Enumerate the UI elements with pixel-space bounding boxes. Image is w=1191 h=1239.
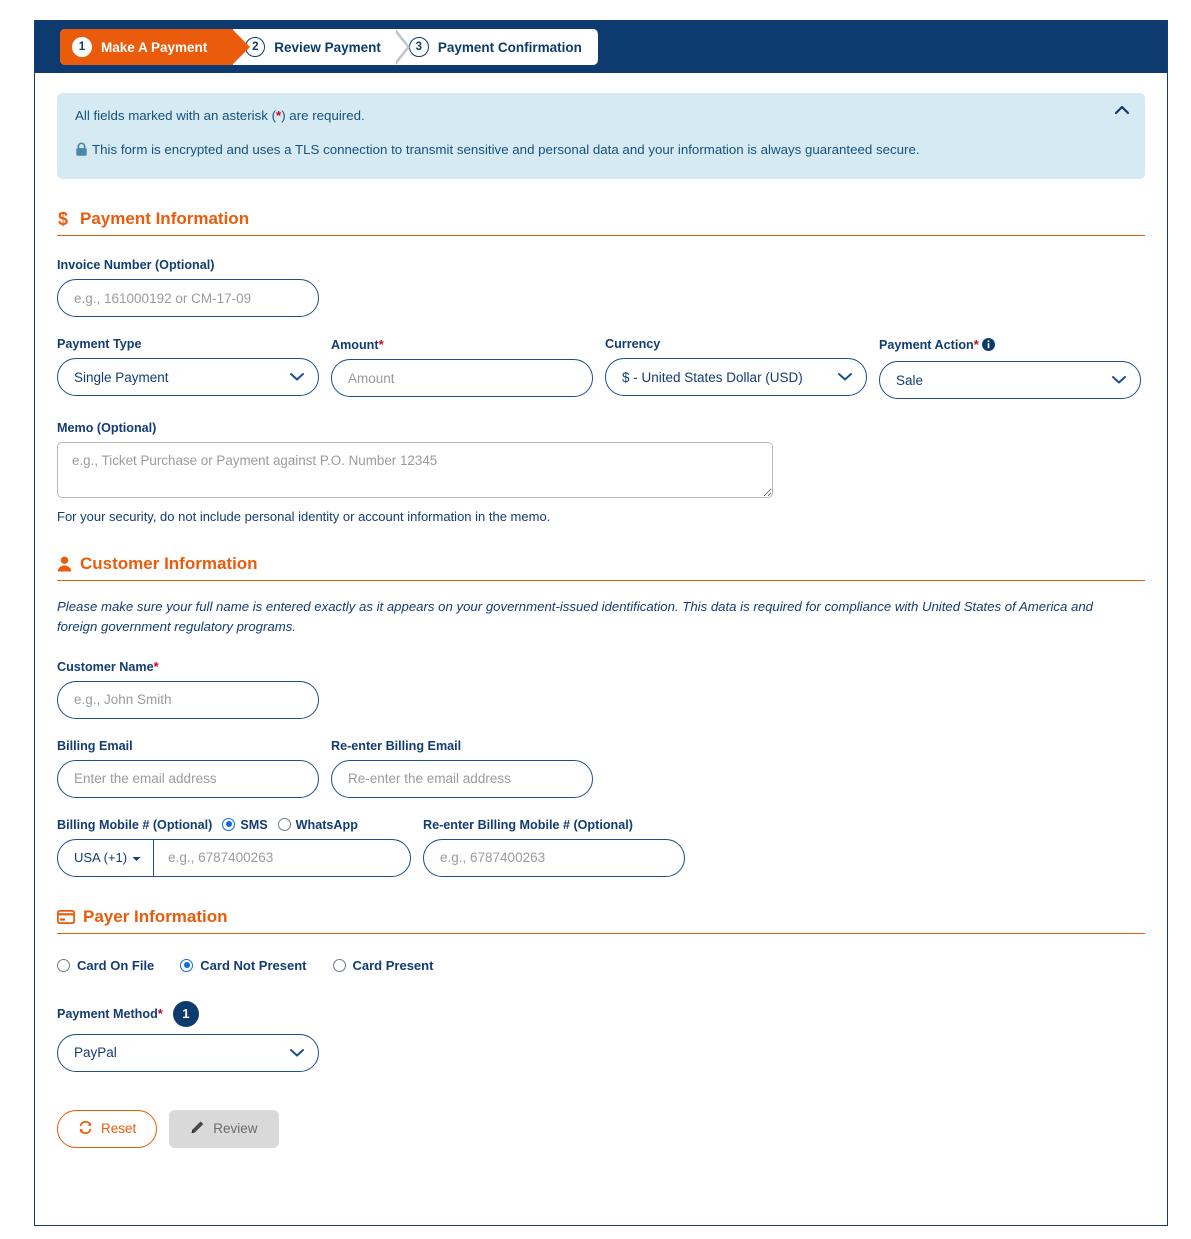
section-title-payment-information: Payment Information [80, 209, 250, 228]
payment-action-required-asterisk: * [973, 337, 979, 352]
customer-name-label [57, 659, 319, 674]
billing-mobile-label-text: Billing Mobile # (Optional) [57, 817, 213, 832]
channel-option-whatsapp[interactable] [278, 818, 358, 832]
billing-mobile-input-group [57, 839, 411, 877]
step-payment-confirmation[interactable] [397, 29, 598, 65]
section-header-payer-information [57, 907, 1145, 934]
billing-mobile-input[interactable] [154, 840, 410, 876]
billing-email-field [57, 739, 319, 798]
step-label-2: Review Payment [274, 39, 381, 55]
required-note-before: All fields marked with an asterisk ( [75, 108, 276, 123]
memo-label: Memo (Optional) [57, 421, 157, 435]
customer-name-input[interactable] [57, 681, 319, 719]
card-presence-radio-group [57, 958, 1145, 973]
svg-text:$: $ [58, 209, 69, 229]
form-actions [57, 1110, 1145, 1178]
amount-label-text: Amount [331, 338, 379, 352]
whatsapp-radio[interactable] [278, 818, 291, 831]
amount-input[interactable] [331, 359, 593, 397]
review-button[interactable] [169, 1110, 278, 1148]
payment-details-row [57, 337, 1145, 399]
reenter-billing-email-field [331, 739, 593, 798]
pencil-icon [190, 1120, 205, 1138]
credit-card-icon [57, 910, 75, 924]
invoice-number-label: Invoice Number (Optional) [57, 258, 215, 272]
dollar-sign-icon [57, 209, 72, 229]
payment-type-field [57, 337, 319, 399]
payment-action-field [879, 337, 1141, 399]
reenter-billing-email-label: Re-enter Billing Email [331, 738, 462, 753]
step-number-3: 3 [409, 37, 429, 57]
payment-type-select[interactable] [57, 358, 319, 396]
security-note [75, 142, 1127, 161]
required-asterisk: * [276, 108, 282, 123]
currency-field [605, 337, 867, 399]
payment-method-label [57, 1006, 163, 1021]
billing-mobile-field [57, 818, 411, 877]
reenter-billing-mobile-field [423, 818, 685, 877]
required-note-after: ) are required. [281, 108, 365, 123]
lock-icon [75, 142, 88, 161]
payment-type-label: Payment Type [57, 337, 142, 351]
payment-method-required-asterisk: * [157, 1006, 163, 1022]
section-header-customer-information [57, 554, 1145, 581]
customer-name-label-text: Customer Name [57, 659, 154, 674]
step-label-1: Make A Payment [101, 39, 208, 55]
reenter-billing-mobile-label: Re-enter Billing Mobile # (Optional) [423, 817, 633, 832]
reenter-billing-email-input[interactable] [331, 760, 593, 798]
billing-mobile-row [57, 818, 1145, 877]
whatsapp-label: WhatsApp [295, 817, 358, 832]
billing-email-row [57, 739, 1145, 798]
security-note-text: This form is encrypted and uses a TLS connection to transmit sensitive and personal data and your information is always guaranteed secure. [92, 141, 920, 157]
country-code-value: USA (+1) [74, 850, 128, 866]
section-header-payment-information [57, 209, 1145, 236]
customer-name-field [57, 659, 319, 719]
payment-method-select[interactable] [57, 1034, 319, 1072]
step-number-1: 1 [72, 37, 92, 57]
card-on-file-label: Card On File [77, 957, 155, 973]
country-code-select[interactable] [58, 840, 154, 876]
sms-radio[interactable] [222, 818, 235, 831]
chevron-up-icon[interactable] [1113, 101, 1131, 119]
info-circle-icon[interactable] [982, 338, 995, 354]
refresh-icon [78, 1120, 93, 1138]
customer-name-required-asterisk: * [153, 658, 159, 674]
currency-select[interactable] [605, 358, 867, 396]
reenter-billing-mobile-input[interactable] [423, 839, 685, 877]
step-chevron-separator-1 [396, 29, 410, 65]
step-make-a-payment[interactable] [60, 29, 233, 65]
info-banner [57, 93, 1145, 179]
payment-method-label-text: Payment Method [57, 1007, 158, 1022]
stepper-header [35, 21, 1167, 73]
card-not-present-radio[interactable] [180, 959, 193, 972]
step-chevron-separator-2 [597, 29, 598, 65]
card-not-present-label: Card Not Present [200, 957, 307, 973]
card-present-option[interactable] [333, 958, 434, 973]
card-on-file-option[interactable] [57, 958, 154, 973]
sms-label: SMS [240, 817, 268, 832]
person-icon [57, 556, 72, 572]
card-present-radio[interactable] [333, 959, 346, 972]
reset-button-label: Reset [101, 1121, 137, 1137]
payment-action-label-text: Payment Action [879, 338, 974, 352]
review-button-label: Review [213, 1121, 258, 1137]
memo-security-note: For your security, do not include personal identity or account information in the memo. [57, 509, 551, 524]
billing-email-input[interactable] [57, 760, 319, 798]
billing-email-label: Billing Email [57, 738, 133, 753]
stepper [60, 29, 598, 65]
billing-mobile-label [57, 818, 411, 832]
reset-button[interactable] [57, 1110, 157, 1148]
step-number-2: 2 [245, 37, 265, 57]
card-present-label: Card Present [352, 957, 434, 973]
payment-action-label [879, 337, 1141, 354]
payment-method-step-badge: 1 [173, 1001, 199, 1027]
required-fields-note [75, 109, 1127, 124]
section-title-payer-information: Payer Information [83, 906, 228, 926]
invoice-number-field [57, 258, 319, 317]
channel-option-sms[interactable] [222, 818, 267, 832]
caret-down-icon [132, 850, 141, 865]
payment-method-field [57, 1001, 319, 1072]
amount-required-asterisk: * [378, 337, 384, 352]
step-label-3: Payment Confirmation [437, 39, 582, 55]
amount-field [331, 337, 593, 399]
memo-field [57, 421, 773, 524]
compliance-note: Please make sure your full name is entered exactly as it appears on your government-issued identification. This data is required for compliance with United States of America and foreign government regulatory programs. [57, 599, 1093, 634]
currency-label: Currency [605, 337, 661, 351]
memo-textarea[interactable] [57, 442, 773, 498]
card-not-present-option[interactable] [180, 958, 306, 973]
amount-label [331, 337, 593, 352]
payment-action-select[interactable] [879, 361, 1141, 399]
payment-form-card [34, 20, 1168, 1226]
section-title-customer-information: Customer Information [80, 554, 258, 573]
card-on-file-radio[interactable] [57, 959, 70, 972]
step-review-payment[interactable] [233, 29, 397, 65]
invoice-number-input[interactable] [57, 279, 319, 317]
